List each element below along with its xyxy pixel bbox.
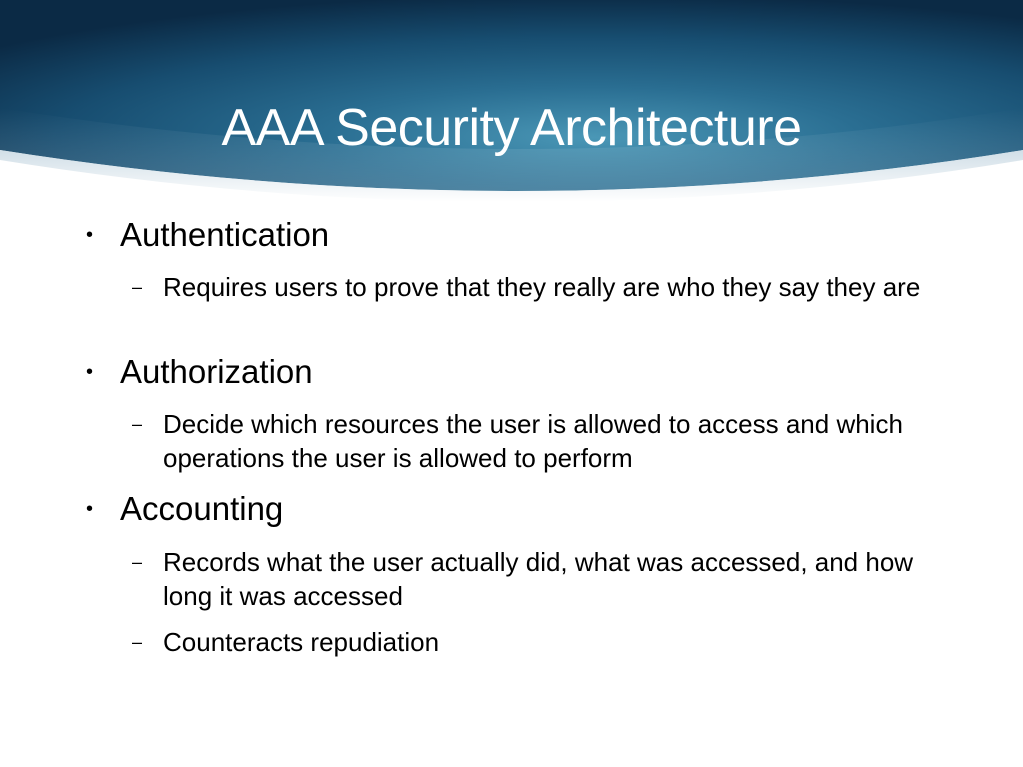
dash-icon: – xyxy=(132,632,143,652)
dash-icon: – xyxy=(132,552,143,572)
slide-title: AAA Security Architecture xyxy=(221,99,802,157)
bullet-text: Authorization xyxy=(120,353,313,390)
bullet-dot-icon: • xyxy=(86,224,94,246)
dash-icon: – xyxy=(132,277,143,297)
dash-icon: – xyxy=(132,414,143,434)
sub-bullet-text: Counteracts repudiation xyxy=(163,627,440,657)
bullet-dot-icon: • xyxy=(86,361,94,383)
sub-bullet-text: Records what the user actually did, what was accessed, and how long it was accessed xyxy=(163,547,914,611)
bullet-dot-icon: • xyxy=(86,498,94,520)
sub-bullet-text: Requires users to prove that they really are who they say they are xyxy=(163,272,921,302)
bullet-text: Authentication xyxy=(120,216,330,253)
sub-bullet-text: Decide which resources the user is allowed to access and which operations the user is allowed to perform xyxy=(163,409,903,473)
bullet-text: Accounting xyxy=(120,490,284,527)
